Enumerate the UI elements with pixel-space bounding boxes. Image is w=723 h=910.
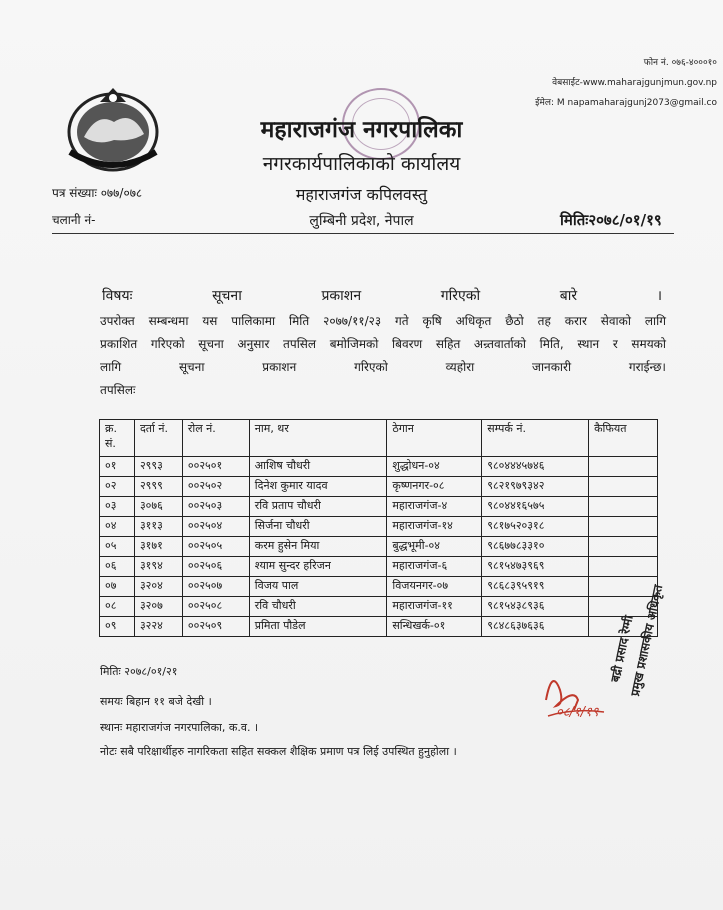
- phone-text: फोन नं. ०७६-४०००१०: [643, 58, 717, 68]
- table-cell: ९८४८६३७६३६: [482, 617, 589, 637]
- table-header-cell: दर्ता नं.: [134, 420, 182, 457]
- body-line: उपरोक्त सम्बन्धमा यस पालिकामा मिति २०७७/११/२३ गते कृषि अधिकृत छैठो तह करार सेवाको लागि: [100, 314, 666, 328]
- interview-date: मितिः २०७८/०१/२१: [100, 665, 178, 678]
- table-row: [100, 537, 658, 557]
- table-header-cell: नाम, थर: [249, 420, 387, 457]
- table-cell: ००२५०६: [182, 557, 249, 577]
- table-cell: [589, 537, 658, 557]
- table-header-cell: क्र. सं.: [100, 420, 135, 457]
- subject-word: सूचना: [212, 288, 242, 304]
- table-cell: प्रमिता पौडेल: [249, 617, 387, 637]
- table-cell: ०७: [100, 577, 135, 597]
- table-cell: ००२५०५: [182, 537, 249, 557]
- table-cell: ००२५०४: [182, 517, 249, 537]
- candidate-table: [99, 419, 658, 637]
- body-word: सूचना: [178, 360, 205, 374]
- body-line: [100, 356, 666, 379]
- table-cell: [589, 557, 658, 577]
- table-cell: ०३: [100, 497, 135, 517]
- website-text: वेबसाईट-www.maharajgunjmun.gov.np: [552, 78, 717, 88]
- table-cell: सिर्जना चौधरी: [249, 517, 387, 537]
- table-cell: ०१: [100, 457, 135, 477]
- table-cell: महाराजगंज-१४: [387, 517, 482, 537]
- body-word: गराईन्छ।: [628, 360, 666, 374]
- table-cell: आशिष चौधरी: [249, 457, 387, 477]
- body-word: गरिएको: [354, 360, 388, 374]
- subject-label: विषयः: [102, 288, 133, 304]
- stamp-name: बद्री प्रसाद रेग्मी: [607, 614, 636, 684]
- table-row: [100, 557, 658, 577]
- table-header-cell: रोल नं.: [182, 420, 249, 457]
- table-cell: [589, 517, 658, 537]
- subject-word: गरिएको: [440, 288, 481, 304]
- table-cell: ९८०४४१६५७५: [482, 497, 589, 517]
- table-cell: ३२०७: [134, 597, 182, 617]
- subject-end: ।: [656, 288, 662, 304]
- table-row: [100, 577, 658, 597]
- email-text: ईमेल: M napamaharajgunj2073@gmail.co: [535, 98, 717, 108]
- table-row: [100, 597, 658, 617]
- stamp-role: प्रमुख प्रशासकीय अधिकृत: [627, 583, 666, 698]
- tapsil-label: तपसिलः: [100, 383, 136, 397]
- table-cell: ९८१५४७३९६९: [482, 557, 589, 577]
- table-cell: कृष्णनगर-०८: [387, 477, 482, 497]
- table-cell: २९९९: [134, 477, 182, 497]
- table-cell: ९८१७५२०३१८: [482, 517, 589, 537]
- body-word: प्रकाशन: [262, 360, 297, 374]
- table-cell: २९९३: [134, 457, 182, 477]
- header-divider: [52, 233, 674, 234]
- table-cell: रवि चौधरी: [249, 597, 387, 617]
- table-cell: ९८०४४४५७४६: [482, 457, 589, 477]
- table-cell: ०४: [100, 517, 135, 537]
- table-header-cell: कैफियत: [589, 420, 658, 457]
- letter-number: पत्र संख्याः ०७७/०७८: [52, 186, 143, 200]
- place-title: महाराजगंज कपिलवस्तु: [295, 185, 428, 204]
- interview-place: स्थानः महाराजगंज नगरपालिका, क.व. ।: [100, 721, 259, 734]
- table-cell: ३११३: [134, 517, 182, 537]
- municipality-title: महाराजगंज नगरपालिका: [260, 117, 463, 143]
- interview-time: समयः बिहान ११ बजे देखी ।: [100, 695, 212, 708]
- table-cell: ९८२१९७९३४२: [482, 477, 589, 497]
- table-cell: [589, 457, 658, 477]
- table-cell: ०६: [100, 557, 135, 577]
- table-row: [100, 457, 658, 477]
- table-cell: ००२५०३: [182, 497, 249, 517]
- table-cell: महाराजगंज-४: [387, 497, 482, 517]
- table-cell: [589, 477, 658, 497]
- body-line: प्रकाशित गरिएको सूचना अनुसार तपसिल बमोजिमको बिवरण सहित अन्र्तवार्ताको मिति, स्थान र समयको: [100, 337, 666, 351]
- body-word: जानकारी: [532, 360, 572, 374]
- table-cell: विजय पाल: [249, 577, 387, 597]
- table-cell: ३०७६: [134, 497, 182, 517]
- signature-block: [534, 583, 684, 760]
- table-cell: ०५: [100, 537, 135, 557]
- table-cell: ३२०४: [134, 577, 182, 597]
- dispatch-number: चलानी नं-: [52, 213, 96, 227]
- table-cell: ३२२४: [134, 617, 182, 637]
- table-header-cell: ठेगान: [387, 420, 482, 457]
- table-cell: ३१९४: [134, 557, 182, 577]
- table-cell: श्याम सुन्दर हरिजन: [249, 557, 387, 577]
- table-cell: विजयनगर-०७: [387, 577, 482, 597]
- table-cell: महाराजगंज-६: [387, 557, 482, 577]
- table-cell: ९८६७७८३३१०: [482, 537, 589, 557]
- table-cell: बुद्धभूमी-०४: [387, 537, 482, 557]
- province-title: लुम्बिनी प्रदेश, नेपाल: [309, 213, 414, 229]
- subject-line: [102, 286, 662, 305]
- table-cell: ३१७१: [134, 537, 182, 557]
- subject-word: प्रकाशन: [321, 288, 362, 304]
- signature-date: ०८/१/१९: [556, 705, 599, 720]
- letter-date: मितिः२०७८/०१/१९: [560, 211, 662, 229]
- table-cell: करम हुसेन मिया: [249, 537, 387, 557]
- table-row: [100, 617, 658, 637]
- table-cell: रवि प्रताप चौधरी: [249, 497, 387, 517]
- interview-note: नोटः सबै परिक्षार्थीहरु नागरिकता सहित सक्कल शैक्षिक प्रमाण पत्र लिई उपस्थित हुनुहोला ।: [100, 745, 457, 758]
- table-cell: ००२५०१: [182, 457, 249, 477]
- table-cell: ०८: [100, 597, 135, 617]
- table-cell: ००२५०७: [182, 577, 249, 597]
- table-cell: ९८६८३९५९१९: [482, 577, 589, 597]
- table-cell: ००२५०९: [182, 617, 249, 637]
- table-header-row: [100, 420, 658, 457]
- table-header-cell: सम्पर्क नं.: [482, 420, 589, 457]
- table-cell: ९८१५४३८९३६: [482, 597, 589, 617]
- table-row: [100, 517, 658, 537]
- table-cell: ००२५०८: [182, 597, 249, 617]
- body-word: व्यहोरा: [445, 360, 475, 374]
- body-word: लागि: [100, 360, 122, 374]
- table-cell: महाराजगंज-११: [387, 597, 482, 617]
- table-cell: ०२: [100, 477, 135, 497]
- table-cell: दिनेश कुमार यादव: [249, 477, 387, 497]
- table-cell: सन्धिखर्क-०१: [387, 617, 482, 637]
- office-title: नगरकार्यपालिकाको कार्यालय: [262, 153, 461, 175]
- table-row: [100, 497, 658, 517]
- table-cell: शुद्धोधन-०४: [387, 457, 482, 477]
- subject-word: बारे: [559, 288, 578, 304]
- table-row: [100, 477, 658, 497]
- table-cell: ०९: [100, 617, 135, 637]
- body-paragraph: [100, 310, 666, 402]
- table-cell: ००२५०२: [182, 477, 249, 497]
- table-cell: [589, 497, 658, 517]
